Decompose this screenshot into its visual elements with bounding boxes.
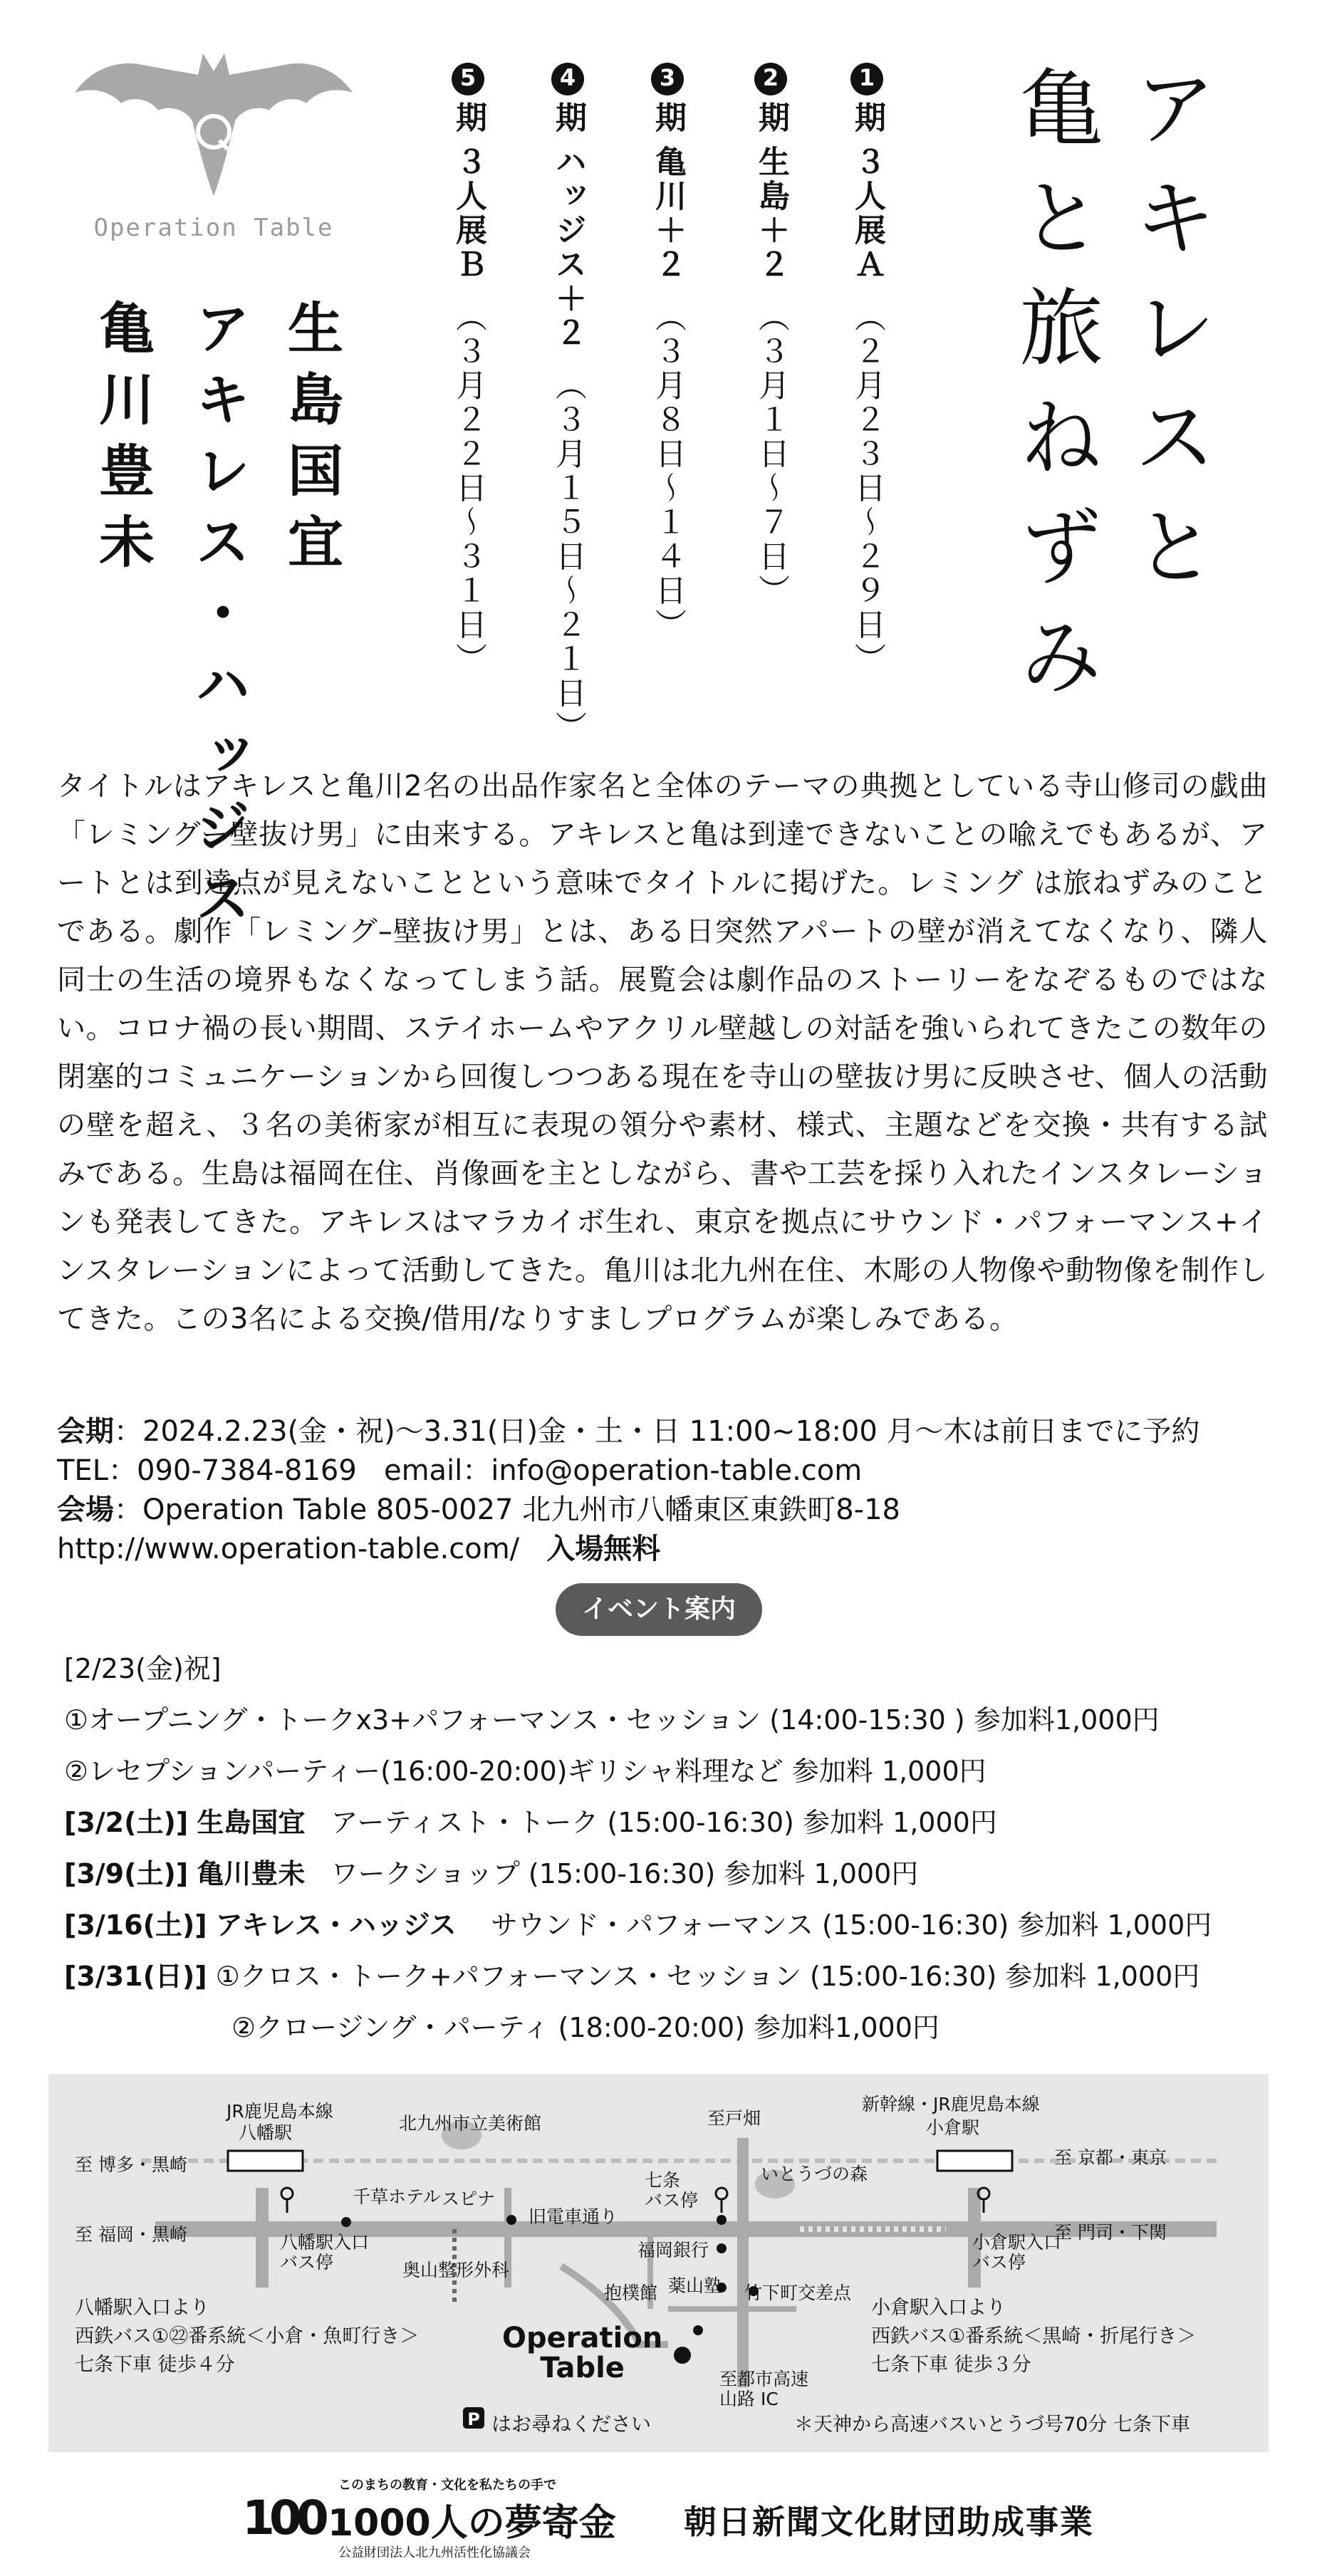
map-label: 薬山塾 <box>668 2275 722 2296</box>
info-url-row <box>57 1531 660 1567</box>
map-label: 至 門司・下関 <box>1054 2222 1167 2243</box>
period-2: 2期生島＋２（３月１日〜７日） <box>753 64 789 608</box>
artist-name: アキレス・ハッジス <box>186 299 250 940</box>
map-label: はお尋ねください <box>491 2412 652 2436</box>
map-route-label: ＊天神から高速バスいとうづ号70分 七条下車 <box>794 2414 1190 2436</box>
map-label: 新幹線・JR鹿児島本線 <box>862 2094 1040 2114</box>
period-number-badge: 2 <box>754 63 787 95</box>
title-line1: アキレスと <box>1119 64 1217 612</box>
event-row: ①オープニング・トークx3+パフォーマンス・セッション (14:00-15:30 ) 参加料1,000円 <box>64 1704 1160 1736</box>
event-row: ②レセプションパーティー(16:00-20:00)ギリシャ料理など 参加料 1,000円 <box>64 1756 987 1787</box>
map-route-label: 八幡駅入口より <box>75 2297 209 2319</box>
phone-number: TEL：090-7384-8169 <box>57 1454 357 1487</box>
map-label: 抱樸館 <box>604 2283 658 2303</box>
artist-name: 亀川豊未 <box>90 299 154 584</box>
map-route-label: 七条下車 徒歩３分 <box>871 2354 1031 2376</box>
map-label: 八幡駅入口 バス停 <box>280 2232 370 2273</box>
admission-free: 入場無料 <box>546 1533 661 1565</box>
logo-tagline: このまちの教育・文化を私たちの手で <box>338 2478 556 2493</box>
description-paragraph: タイトルはアキレスと亀川2名の出品作家名と全体のテーマの典拠としている寺山修司の戯曲「レミングー壁抜け男」に由来する。アキレスと亀は到達できないことの喩えでもあるが、アートとは到達点が見えないことという意味でタイトルに掲げた。レミング は旅ねずみのことである。劇作「レミング–壁抜け男」とは、ある日突然アパートの壁が消えてなくなり、隣人同士の生活の境界もなくなってしまう話。展覧会は劇作品のストーリーをなぞるものではない。コロナ禍の長い期間、ステイホームやアクリル壁越しの対話を強いられてきたこの数年の閉塞的コミュニケーションから回復しつつある現在を寺山の壁抜け男に反映させ、個人の活動の壁を超え、３名の美術家が相互に表現の領分や素材、様式、主題などを交換・共有する試みである。生島は福岡在住、肖像画を主としながら、書や工芸を採り入れたインスタレーションも発表してきた。アキレスはマラカイボ生れ、東京を拠点にサウンド・パフォーマンス+インスタレーションによって活動してきた。亀川は北九州在住、木彫の人物像や動物像を制作してきた。この3名による交換/借用/なりすましプログラムが楽しみである。 <box>57 770 1268 1335</box>
map-route-label: 七条下車 徒歩４分 <box>75 2354 235 2376</box>
period-3: 3期亀川＋２（３月８日〜１４日） <box>650 64 686 642</box>
map-label: JR鹿児島本線 <box>227 2101 333 2122</box>
info-venue: 会場：Operation Table 805-0027 北九州市八幡東区東鉄町8-18 <box>57 1493 901 1526</box>
event-row: ②クロージング・パーティ (18:00-20:00) 参加料1,000円 <box>231 2012 939 2043</box>
map-label: 至戸畑 <box>707 2108 761 2129</box>
event-row: [3/31(日)] ①クロス・トーク+パフォーマンス・セッション (15:00-16:30) 参加料 1,000円 <box>64 1961 1200 1992</box>
1000-dreams-logo-icon: 100 <box>242 2491 323 2545</box>
sponsor-logo <box>242 2475 641 2567</box>
period-number-badge: 1 <box>850 63 883 95</box>
map-route-label: 西鉄バス①番系統＜黒崎・折尾行き＞ <box>871 2325 1197 2347</box>
period-number-badge: 4 <box>551 63 584 95</box>
logo-sub: 公益財団法人北九州活性化協議会 <box>338 2545 531 2560</box>
map-label: 千草ホテル <box>353 2186 441 2207</box>
map-label: 七条 バス停 <box>645 2170 699 2211</box>
period-number-badge: 3 <box>651 63 684 95</box>
map-route-label: 小倉駅入口より <box>871 2297 1006 2319</box>
map-label: スピナ <box>442 2189 496 2209</box>
map-label: 福岡銀行 <box>637 2240 709 2260</box>
venue-map-label: Operation Table <box>502 2322 663 2384</box>
sponsor-text: 朝日新聞文化財団助成事業 <box>684 2503 1094 2541</box>
map-label: 八幡駅 <box>239 2122 293 2143</box>
map-label: いとうづの森 <box>761 2164 868 2184</box>
map-label: 奥山整形外科 <box>402 2260 510 2280</box>
info-period: 会期：2024.2.23(金・祝)〜3.31(日)金・土・日 11:00~18:00 月〜木は前日までに予約 <box>57 1415 1200 1448</box>
event-row: [3/16(土)] アキレス・ハッジス サウンド・パフォーマンス (15:00-16:30) 参加料 1,000円 <box>64 1909 1212 1941</box>
parking-icon: P <box>467 2409 480 2429</box>
artist-name: 生島国宜 <box>279 299 343 584</box>
map-label: 旧電車通り <box>529 2206 618 2227</box>
email-address[interactable]: email：info@operation-table.com <box>383 1454 863 1487</box>
period-5: 5期３人展Ｂ（３月２２日〜３１日） <box>450 64 486 677</box>
map-roads <box>48 2074 1269 2452</box>
map-label: 至 博多・黒崎 <box>75 2154 187 2175</box>
info-contact <box>57 1453 862 1488</box>
logo-main: 1000人の夢寄金 <box>328 2502 616 2545</box>
event-row: [3/9(土)] 亀川豊未 ワークショップ (15:00-16:30) 参加料 1,000円 <box>64 1858 919 1889</box>
map-label: 至 福岡・黒崎 <box>75 2224 187 2245</box>
period-1: 1期３人展Ａ（２月２３日〜２９日） <box>849 64 885 677</box>
event-row: [3/2(土)] 生島国宜 アーティスト・トーク (15:00-16:30) 参加料 1,000円 <box>64 1807 997 1838</box>
map-label: 竹下町交差点 <box>744 2283 852 2303</box>
map-label: 小倉駅 <box>926 2117 980 2138</box>
map-label: 北九州市立美術館 <box>399 2113 542 2134</box>
period-number-badge: 5 <box>452 63 484 95</box>
map-label: 至都市高速 山路 IC <box>719 2369 809 2409</box>
title-line2: 亀と旅ねずみ <box>1005 64 1103 722</box>
period-4: 4期ハッジス＋２（３月１５日〜２１日） <box>550 64 586 745</box>
map-label: 至 京都・東京 <box>1054 2147 1167 2168</box>
map-label: 小倉駅入口 バス停 <box>972 2232 1062 2273</box>
event-heading-badge: イベント案内 <box>556 1583 762 1636</box>
event-row: [2/23(金)祝] <box>64 1653 222 1684</box>
website-link[interactable]: http://www.operation-table.com/ <box>57 1533 520 1565</box>
map-route-label: 西鉄バス①㉒番系統＜小倉・魚町行き＞ <box>75 2325 420 2347</box>
logo-text: Operation Table <box>93 214 334 242</box>
